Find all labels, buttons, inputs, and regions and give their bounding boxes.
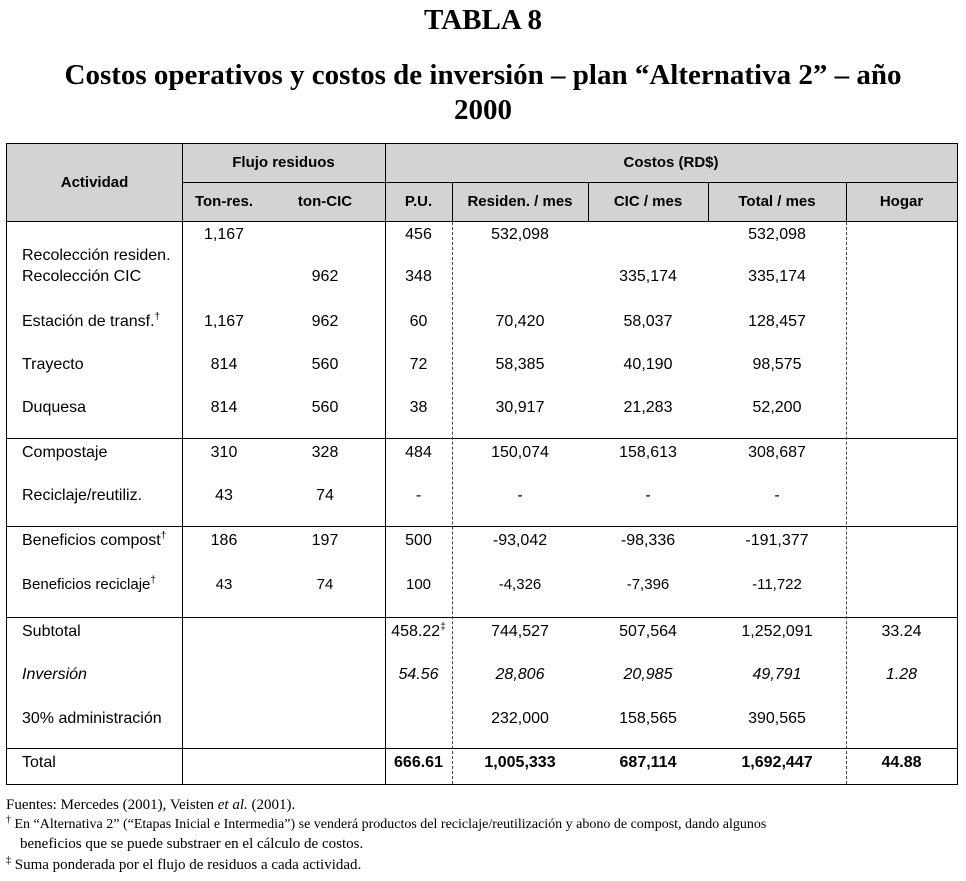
row-label: Total <box>22 754 56 771</box>
cell-cic: - <box>645 487 651 504</box>
row-label-text: Estación de transf. <box>22 313 155 330</box>
header-bottom-rule <box>7 221 957 222</box>
row-label <box>22 531 166 551</box>
row-label: Trayecto <box>22 356 84 373</box>
row-label: Compostaje <box>22 444 108 461</box>
cell-pu: - <box>415 487 422 504</box>
header-costos: Costos (RD$) <box>623 154 719 171</box>
cell-total: -11,722 <box>752 576 802 593</box>
header-actividad: Actividad <box>60 174 129 191</box>
cell-total: 1,692,447 <box>741 754 813 771</box>
footnote-dagger-line2: beneficios que se puede substraer en el cálculo de costos. <box>20 836 364 852</box>
cell-residen: -4,326 <box>498 576 542 593</box>
cell-ton-res: 1,167 <box>203 226 245 243</box>
cell-ton-res: 310 <box>210 444 238 461</box>
cell-cic: 158,565 <box>619 710 677 727</box>
cell-cic: 20,985 <box>623 666 673 683</box>
cell-residen: -93,042 <box>492 532 548 549</box>
dagger-mark: † <box>160 530 167 542</box>
cell-cic: 335,174 <box>619 268 677 285</box>
cell-ton-cic: 560 <box>311 399 339 416</box>
cell-pu: 348 <box>405 268 432 285</box>
cell-hogar: 1.28 <box>885 666 918 683</box>
cell-pu: 72 <box>409 356 428 373</box>
cell-pu: 484 <box>405 444 432 461</box>
cell-residen: 28,806 <box>495 666 545 683</box>
cell-residen: 58,385 <box>495 356 545 373</box>
footnote-double-dagger-text: Suma ponderada por el flujo de residuos a cada actividad. <box>14 857 362 873</box>
cell-pu: 100 <box>405 576 432 593</box>
row-label: Recolección CIC <box>22 268 142 285</box>
header-ton-res: Ton-res. <box>194 193 254 210</box>
cell-pu: 54.56 <box>398 666 439 683</box>
cell-total: 1,252,091 <box>741 623 813 640</box>
group-rule-2 <box>7 526 957 527</box>
dagger-mark: † <box>154 311 161 323</box>
cell-ton-res: 814 <box>210 356 238 373</box>
cell-pu <box>385 622 452 642</box>
header-ton-cic: ton-CIC <box>297 193 353 210</box>
row-label: Subtotal <box>22 623 81 640</box>
row-label <box>22 312 160 332</box>
cell-residen: 30,917 <box>495 399 545 416</box>
footnote-sources-etal: et al. <box>217 797 248 813</box>
cell-ton-cic: 74 <box>316 487 334 504</box>
cell-cic: 507,564 <box>619 623 677 640</box>
header-total-mes: Total / mes <box>738 193 816 210</box>
header-divider <box>182 182 957 183</box>
row-label: Inversión <box>22 666 87 683</box>
cell-residen: 744,527 <box>491 623 549 640</box>
header-pu: P.U. <box>404 193 433 210</box>
footnote-double-dagger-mark: ‡ <box>6 855 11 866</box>
footnote-dagger-mark: † <box>6 814 11 826</box>
cell-total: 335,174 <box>748 268 806 285</box>
cell-ton-res: 1,167 <box>203 313 245 330</box>
cell-total: 49,791 <box>752 666 802 683</box>
cell-pu: 38 <box>409 399 428 416</box>
cell-total: 308,687 <box>748 444 806 461</box>
cell-ton-res: 43 <box>215 487 233 504</box>
dashed-col-total <box>846 222 847 784</box>
row-label: Recolección residen. <box>22 247 171 264</box>
cell-cic: 687,114 <box>619 754 677 771</box>
cell-ton-cic: 560 <box>311 356 339 373</box>
header-hogar: Hogar <box>879 193 924 210</box>
footnote-sources-b: (2001). <box>247 797 296 813</box>
footnote-sources <box>6 796 295 814</box>
footnote-double-dagger <box>6 856 361 874</box>
cell-pu: 60 <box>409 313 428 330</box>
cell-total: 52,200 <box>752 399 802 416</box>
cell-hogar: 33.24 <box>881 623 922 640</box>
cell-hogar: 44.88 <box>881 754 922 771</box>
cell-total: 390,565 <box>748 710 806 727</box>
cell-ton-res: 43 <box>215 576 233 593</box>
cell-total: 98,575 <box>752 356 802 373</box>
cell-total: 128,457 <box>748 313 806 330</box>
group-rule-1 <box>7 438 957 439</box>
cell-residen: 532,098 <box>491 226 549 243</box>
cell-pu: 500 <box>405 532 432 549</box>
table-title <box>0 58 966 128</box>
cell-pu: 666.61 <box>394 754 443 771</box>
cell-ton-cic: 328 <box>311 444 339 461</box>
cell-cic: 158,613 <box>619 444 677 461</box>
cell-cic: 40,190 <box>623 356 673 373</box>
cell-total: 532,098 <box>748 226 806 243</box>
cell-ton-res: 814 <box>210 399 238 416</box>
double-dagger-mark: ‡ <box>440 621 446 633</box>
cell-ton-cic: 74 <box>316 576 334 593</box>
cell-ton-cic: 962 <box>311 313 339 330</box>
cell-total: - <box>774 487 780 504</box>
cell-residen: 1,005,333 <box>484 754 556 771</box>
table-title-line2: 2000 <box>454 94 512 126</box>
cell-residen: 70,420 <box>495 313 545 330</box>
header-cic-mes: CIC / mes <box>613 193 683 210</box>
table-title-line1: Costos operativos y costos de inversión – plan “Alternativa 2” – año <box>64 59 902 91</box>
dagger-mark: † <box>150 575 156 586</box>
table-number: TABLA 8 <box>424 4 542 36</box>
row-label <box>22 575 156 595</box>
footnote-dagger <box>6 816 766 834</box>
cell-cic: 21,283 <box>623 399 673 416</box>
cell-cic: 58,037 <box>623 313 673 330</box>
cell-ton-res: 186 <box>210 532 238 549</box>
cell-cic: -98,336 <box>620 532 676 549</box>
cell-ton-cic: 197 <box>311 532 339 549</box>
cell-residen: 150,074 <box>491 444 549 461</box>
group-rule-4 <box>7 748 957 749</box>
cell-ton-cic: 962 <box>311 268 339 285</box>
row-label: Reciclaje/reutiliz. <box>22 487 143 504</box>
footnote-dagger-text: En “Alternativa 2” (“Etapas Inicial e Intermedia”) se venderá productos del reciclaje/reutilización y abono de compost, dando algunos <box>14 817 767 832</box>
cell-cic: -7,396 <box>626 576 670 593</box>
header-flujo-residuos: Flujo residuos <box>232 154 335 171</box>
row-label-text: Beneficios reciclaje <box>22 576 151 593</box>
header-residen-mes: Residen. / mes <box>467 193 573 210</box>
footnote-sources-a: Fuentes: Mercedes (2001), Veisten <box>6 797 218 813</box>
row-label: 30% administración <box>22 710 162 727</box>
cell-residen: 232,000 <box>491 710 549 727</box>
group-rule-3 <box>7 617 957 618</box>
cell-total: -191,377 <box>745 532 809 549</box>
row-label-text: Beneficios compost <box>22 532 161 549</box>
cell-pu-value: 458.22 <box>391 623 441 640</box>
row-label: Duquesa <box>22 399 87 416</box>
cell-residen: - <box>517 487 523 504</box>
cell-pu: 456 <box>405 226 432 243</box>
